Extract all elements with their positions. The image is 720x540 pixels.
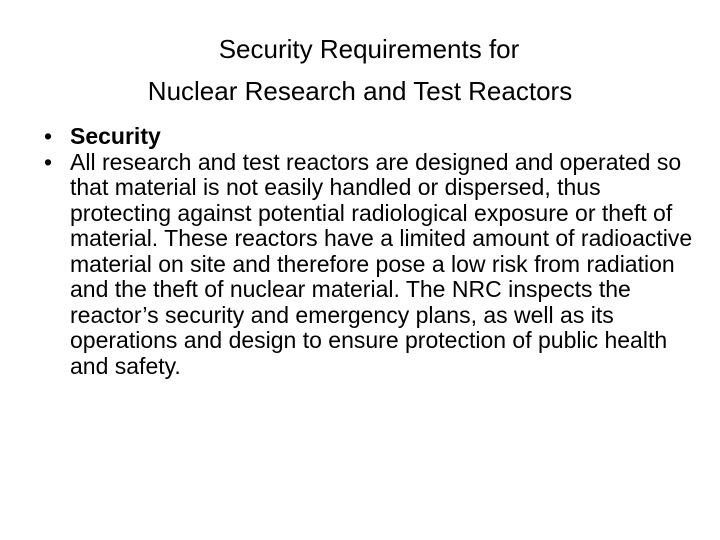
bullet-item-security <box>44 124 694 150</box>
title-line-2: Nuclear Research and Test Reactors <box>147 76 573 106</box>
slide-title <box>0 28 720 112</box>
bullet-text: Security <box>70 123 161 149</box>
bullet-item-description <box>44 150 694 380</box>
bullet-text: All research and test reactors are designed and operated so that material is not easily handled or dispersed, thus protecting against potential radiological exposure or theft of material. These reactors have a limited amount of radioactive material on site and therefore pose a low risk from radiation and the theft of nuclear material. The NRC inspects the reactor’s security and emergency plans, as well as its operations and design to ensure protection of public health and safety. <box>70 148 693 379</box>
bullet-list <box>44 124 694 379</box>
bullet-dot-icon: • <box>44 148 53 175</box>
title-line-1: Security Requirements for <box>218 34 520 64</box>
bullet-dot-icon: • <box>44 123 53 149</box>
